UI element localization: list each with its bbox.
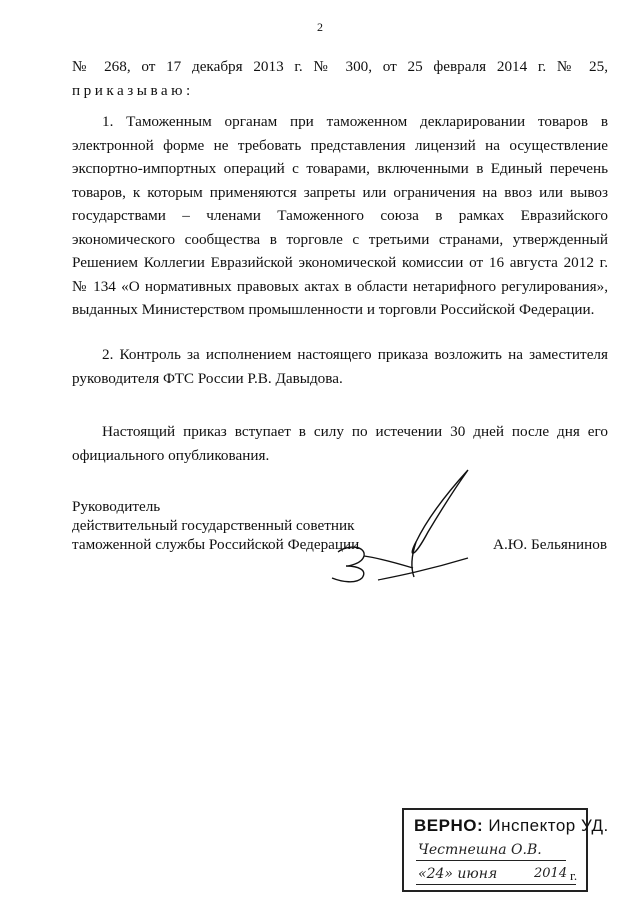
text-line: официального опубликования.	[72, 446, 270, 464]
stamp-inspector-label: Инспектор УД.	[483, 816, 609, 835]
paragraph-effective-date	[72, 420, 608, 467]
text-line: 1. Таможенным органам при таможенном декларировании товаров в	[102, 113, 608, 130]
text-line: № 134 «О нормативных правовых актах в области нетарифного регулирования»,	[72, 277, 608, 295]
text-line-order-word: приказываю:	[72, 81, 194, 99]
text-line: Настоящий приказ вступает в силу по истечении 30 дней после дня его	[102, 423, 608, 440]
text-line: руководителя ФТС России Р.В. Давыдова.	[72, 369, 343, 387]
text-line: электронной форме не требовать представления лицензий на осуществление	[72, 136, 608, 154]
text-line: государствами – членами Таможенного союза в рамках Евразийского	[72, 207, 608, 224]
signatory-title-line: Руководитель	[72, 498, 161, 515]
handwritten-signature	[318, 462, 488, 587]
stamp-underline	[416, 860, 566, 861]
signatory-name: А.Ю. Бельянинов	[493, 536, 608, 553]
stamp-underline	[416, 884, 576, 885]
stamp-title	[414, 816, 609, 836]
stamp-handwritten-date: «24» июня	[418, 866, 498, 882]
page-number: 2	[317, 20, 323, 34]
text-line: экономического сообщества в торговле с третьими странами, утвержденный	[72, 230, 608, 248]
paragraph-preamble	[72, 55, 608, 102]
signatory-title	[72, 497, 359, 554]
stamp-verified-label: ВЕРНО:	[414, 816, 484, 835]
signatory-title-line: действительный государственный советник	[72, 517, 355, 534]
stamp-year-suffix: г.	[570, 868, 578, 883]
stamp-year: 2014	[534, 866, 568, 881]
certification-stamp	[402, 808, 609, 892]
stamp-handwritten-name: Честнешна О.В.	[418, 842, 542, 858]
text-line: товаров, к которым применяются запреты или ограничения на ввоз или вывоз	[72, 183, 608, 201]
text-line: выданных Министерством промышленности и торговли Российской Федерации.	[72, 301, 595, 318]
text-line: № 268, от 17 декабря 2013 г. № 300, от 25 февраля 2014 г. № 25,	[72, 58, 608, 75]
text-line: 2. Контроль за исполнением настоящего приказа возложить на заместителя	[102, 346, 608, 363]
text-line: Решением Коллегии Евразийской экономической комиссии от 16 августа 2012 г.	[72, 254, 608, 271]
signatory-title-line: таможенной службы Российской Федерации	[72, 536, 360, 553]
paragraph-item-2	[72, 343, 608, 390]
text-line: экспортно-импортных операций с товарами, включенными в Единый перечень	[72, 160, 608, 177]
paragraph-item-1	[72, 110, 608, 322]
